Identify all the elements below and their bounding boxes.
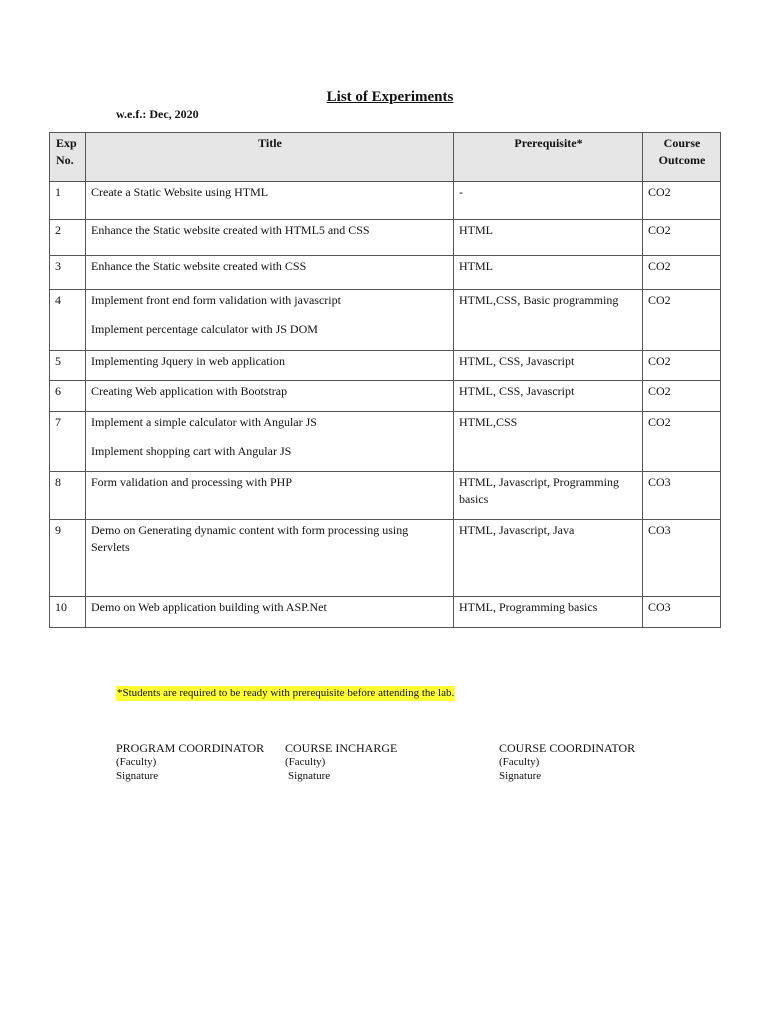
exp-title: Creating Web application with Bootstrap (91, 384, 288, 398)
prerequisite-cell: HTML,CSS (454, 412, 643, 472)
exp-no-cell: 1 (50, 182, 86, 220)
signature-role: COURSE INCHARGE (285, 741, 398, 755)
exp-title-cell (86, 290, 454, 351)
course-outcome-cell: CO2 (643, 412, 721, 472)
prerequisite-cell: - (454, 182, 643, 220)
prerequisite-cell: HTML,CSS, Basic programming (454, 290, 643, 351)
table-row (50, 520, 721, 597)
exp-title: Enhance the Static website created with CSS (91, 259, 307, 273)
course-outcome-cell: CO3 (643, 597, 721, 628)
exp-no-cell: 10 (50, 597, 86, 628)
table-row (50, 290, 721, 351)
exp-title: Demo on Web application building with ASP.Net (91, 600, 327, 614)
table-row (50, 256, 721, 290)
prerequisite-note: *Students are required to be ready with prerequisite before attending the lab. (117, 687, 455, 699)
course-outcome-cell: CO3 (643, 520, 721, 597)
table-header-row (50, 133, 721, 182)
signature-block-course-coordinator (499, 741, 635, 783)
exp-no-cell: 2 (50, 220, 86, 256)
exp-title-cell (86, 351, 454, 381)
header-exp-no-line2: No. (56, 153, 74, 167)
header-exp-no-line1: Exp (56, 136, 77, 150)
signature-faculty: (Faculty) (499, 756, 540, 768)
table-row (50, 182, 721, 220)
table-row (50, 472, 721, 520)
header-prerequisite: Prerequisite* (454, 133, 643, 182)
exp-no-cell: 6 (50, 381, 86, 412)
course-outcome-cell: CO2 (643, 290, 721, 351)
signature-block-program-coordinator (116, 741, 264, 783)
exp-no-cell: 4 (50, 290, 86, 351)
effective-date: w.e.f.: Dec, 2020 (116, 107, 199, 121)
exp-title-cell (86, 520, 454, 597)
signature-label: Signature (116, 770, 159, 782)
prerequisite-cell: HTML, CSS, Javascript (454, 381, 643, 412)
prerequisite-cell: HTML, Javascript, Programming basics (454, 472, 643, 520)
exp-no-cell: 5 (50, 351, 86, 381)
prerequisite-cell: HTML, CSS, Javascript (454, 351, 643, 381)
table-row (50, 412, 721, 472)
exp-no-cell: 3 (50, 256, 86, 290)
exp-title-cell (86, 182, 454, 220)
prerequisite-cell: HTML (454, 220, 643, 256)
prerequisite-cell: HTML (454, 256, 643, 290)
exp-title-second: Implement shopping cart with Angular JS (91, 444, 292, 458)
header-title: Title (86, 133, 454, 182)
signature-label: Signature (499, 770, 542, 782)
exp-title-cell (86, 381, 454, 412)
exp-title: Create a Static Website using HTML (91, 185, 269, 199)
exp-title-cell (86, 412, 454, 472)
table-row (50, 351, 721, 381)
signature-label: Signature (288, 770, 331, 782)
exp-title-cell (86, 597, 454, 628)
experiments-table (49, 132, 721, 628)
table-row (50, 220, 721, 256)
exp-title-second: Implement percentage calculator with JS DOM (91, 322, 318, 336)
header-course-outcome (643, 133, 721, 182)
signature-faculty: (Faculty) (116, 756, 157, 768)
exp-title: Form validation and processing with PHP (91, 475, 292, 489)
header-exp-no (50, 133, 86, 182)
signature-role: COURSE COORDINATOR (499, 741, 636, 755)
exp-title-cell (86, 256, 454, 290)
table-row (50, 597, 721, 628)
prerequisite-cell: HTML, Programming basics (454, 597, 643, 628)
signature-block-course-incharge (285, 741, 397, 783)
exp-title: Implementing Jquery in web application (91, 354, 285, 368)
header-outcome-line2: Outcome (658, 153, 706, 167)
course-outcome-cell: CO2 (643, 381, 721, 412)
signature-faculty: (Faculty) (285, 756, 326, 768)
course-outcome-cell: CO3 (643, 472, 721, 520)
signature-role: PROGRAM COORDINATOR (116, 741, 265, 755)
table-row (50, 381, 721, 412)
prerequisite-cell: HTML, Javascript, Java (454, 520, 643, 597)
exp-title: Demo on Generating dynamic content with form processing using Servlets (91, 523, 409, 554)
page-title: List of Experiments (326, 89, 454, 105)
header-outcome-line1: Course (663, 136, 701, 150)
exp-title: Enhance the Static website created with HTML5 and CSS (91, 223, 370, 237)
exp-no-cell: 9 (50, 520, 86, 597)
course-outcome-cell: CO2 (643, 256, 721, 290)
exp-no-cell: 7 (50, 412, 86, 472)
exp-title: Implement front end form validation with javascript (91, 293, 341, 307)
course-outcome-cell: CO2 (643, 351, 721, 381)
exp-no-cell: 8 (50, 472, 86, 520)
exp-title-cell (86, 472, 454, 520)
exp-title-cell (86, 220, 454, 256)
exp-title: Implement a simple calculator with Angular JS (91, 415, 317, 429)
course-outcome-cell: CO2 (643, 182, 721, 220)
course-outcome-cell: CO2 (643, 220, 721, 256)
